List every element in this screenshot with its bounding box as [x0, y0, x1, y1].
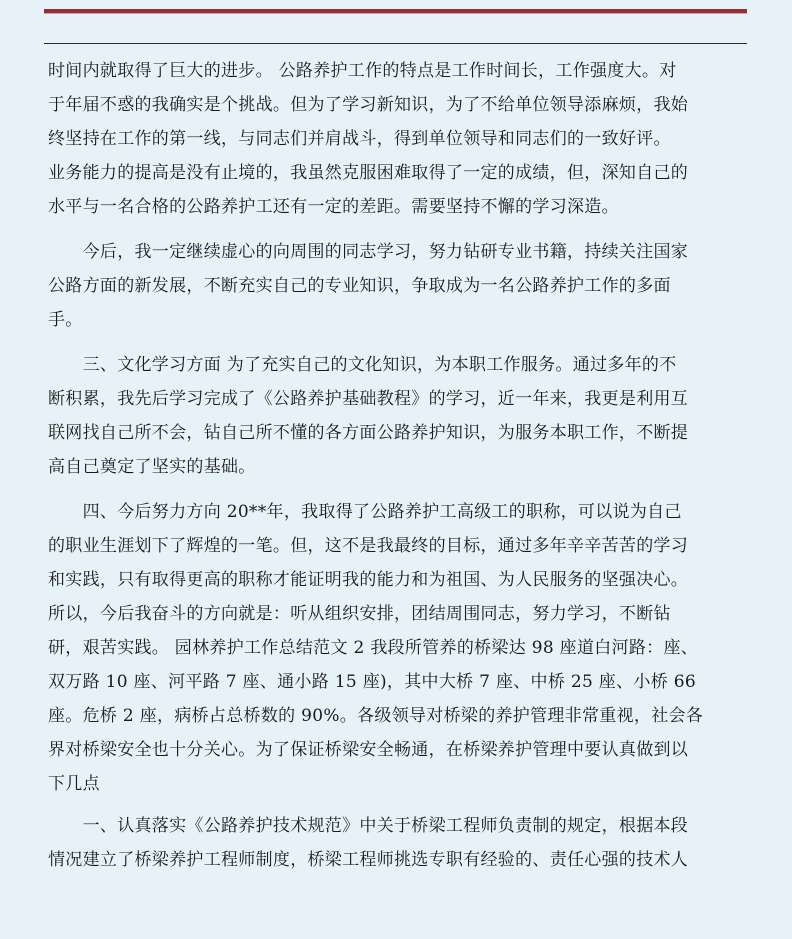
- paragraph-future-direction: [48, 495, 748, 801]
- text-line: 于年届不惑的我确实是个挑战。但为了学习新知识，为了不给单位领导添麻烦，我始: [48, 95, 689, 115]
- text-line: 时间内就取得了巨大的进步。 公路养护工作的特点是工作时间长，工作强度大。对: [48, 61, 677, 81]
- text-line: 断积累，我先后学习完成了《公路养护基础教程》的学习，近一年来，我更是利用互: [48, 389, 689, 409]
- text-line: 高自己奠定了坚实的基础。: [48, 457, 256, 477]
- text-line: 双万路 10 座、河平路 7 座、通小路 15 座)，其中大桥 7 座、中桥 25 座、小桥 66: [48, 672, 696, 692]
- text-line: 研，艰苦实践。 园林养护工作总结范文 2 我段所管养的桥梁达 98 座道白河路：座、: [48, 638, 699, 658]
- text-line: 一、认真落实《公路养护技术规范》中关于桥梁工程师负责制的规定，根据本段: [48, 816, 689, 836]
- text-line: 四、今后努力方向 20**年，我取得了公路养护工高级工的职称，可以说为自己: [48, 502, 682, 522]
- top-decorative-rule: [44, 9, 747, 14]
- header-rule: [44, 43, 747, 44]
- text-line: 水平与一名合格的公路养护工还有一定的差距。需要坚持不懈的学习深造。: [48, 197, 619, 217]
- text-line: 业务能力的提高是没有止境的，我虽然克服困难取得了一定的成绩，但，深知自己的: [48, 163, 689, 183]
- paragraph-future-plan: [48, 235, 748, 337]
- text-line: 座。危桥 2 座，病桥占总桥数的 90%。各级领导对桥梁的养护管理非常重视，社会各: [48, 706, 704, 726]
- document-body: [48, 54, 748, 877]
- text-line: 联网找自己所不会，钻自己所不懂的各方面公路养护知识，为服务本职工作，不断提: [48, 423, 689, 443]
- text-line: 界对桥梁安全也十分关心。为了保证桥梁安全畅通，在桥梁养护管理中要认真做到以: [48, 740, 689, 760]
- paragraph-progress: [48, 54, 748, 224]
- paragraph-gap: [48, 337, 748, 348]
- text-line: 下几点: [48, 774, 100, 794]
- text-line: 所以，今后我奋斗的方向就是：听从组织安排，团结周围同志，努力学习，不断钻: [48, 604, 671, 624]
- text-line: 和实践，只有取得更高的职称才能证明我的能力和为祖国、为人民服务的坚强决心。: [48, 570, 689, 590]
- text-line: 情况建立了桥梁养护工程师制度，桥梁工程师挑选专职有经验的、责任心强的技术人: [48, 850, 689, 870]
- text-line: 三、文化学习方面 为了充实自己的文化知识，为本职工作服务。通过多年的不: [48, 355, 677, 375]
- text-line: 今后，我一定继续虚心的向周围的同志学习，努力钻研专业书籍，持续关注国家: [48, 242, 689, 262]
- paragraph-gap: [48, 224, 748, 235]
- paragraph-cultural-study: [48, 348, 748, 484]
- text-line: 手。: [48, 310, 83, 330]
- paragraph-gap: [48, 484, 748, 495]
- text-line: 终坚持在工作的第一线，与同志们并肩战斗，得到单位领导和同志们的一致好评。: [48, 129, 671, 149]
- paragraph-bridge-engineer: [48, 809, 748, 877]
- text-line: 的职业生涯划下了辉煌的一笔。但，这不是我最终的目标，通过多年辛辛苦苦的学习: [48, 536, 689, 556]
- paragraph-gap: [48, 801, 748, 809]
- text-line: 公路方面的新发展，不断充实自己的专业知识，争取成为一名公路养护工作的多面: [48, 276, 671, 296]
